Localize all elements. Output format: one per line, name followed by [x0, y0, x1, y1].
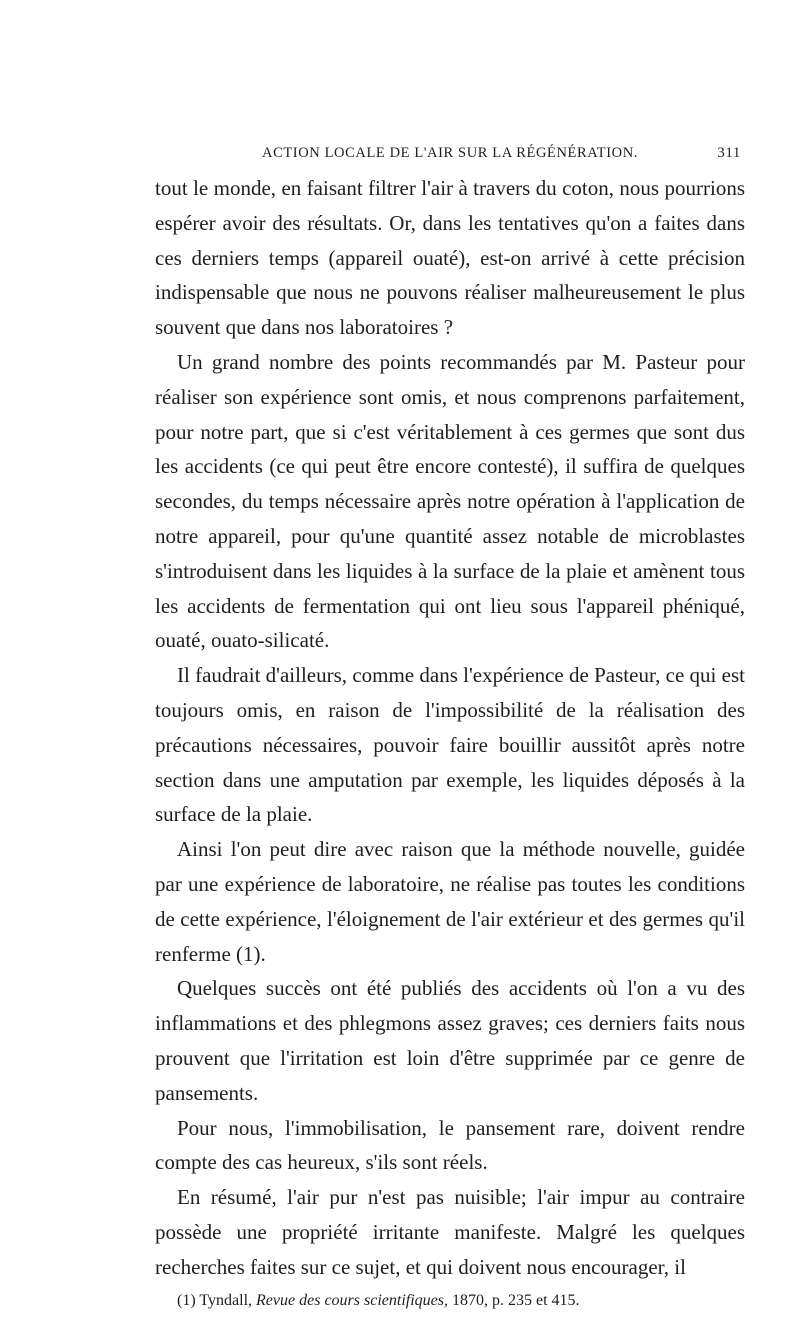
- paragraph: tout le monde, en faisant filtrer l'air à travers du coton, nous pourrions espérer avoir des résultats. Or, dans les tentatives qu'on a faites dans ces derniers temps (appareil ouaté), est-on arrivé à cette précision indispensable que nous ne pouvons réaliser malheureusement le plus souvent que dans nos laboratoires ?: [155, 176, 745, 340]
- page-number: 311: [717, 145, 741, 161]
- paragraph: Il faudrait d'ailleurs, comme dans l'expérience de Pasteur, ce qui est toujours omis, en raison de l'impossibilité de la réalisation des précautions nécessaires, pouvoir faire bouillir aussitôt après notre section dans une amputation par exemple, les liquides déposés à la surface de la plaie.: [155, 663, 745, 827]
- paragraph: Pour nous, l'immobilisation, le pansement rare, doivent rendre compte des cas heureux, s'ils sont réels.: [155, 1115, 745, 1175]
- footnote-marker: (1): [177, 1291, 196, 1309]
- running-title: ACTION LOCALE DE L'AIR SUR LA RÉGÉNÉRATION.: [262, 145, 638, 161]
- footnote: [155, 1290, 745, 1312]
- paragraph: Quelques succès ont été publiés des accidents où l'on a vu des inflammations et des phlegmons assez graves; ces derniers faits nous prouvent que l'irritation est loin d'être supprimée par ce genre de pansements.: [155, 976, 745, 1105]
- paragraph: Un grand nombre des points recommandés par M. Pasteur pour réaliser son expérience sont omis, et nous comprenons parfaitement, pour notre part, que si c'est véritablement à ces germes que sont dus les accidents (ce qui peut être encore contesté), il suffira de quelques secondes, du temps nécessaire après notre opération à l'application de notre appareil, pour qu'une quantité assez notable de microblastes s'introduisent dans les liquides à la surface de la plaie et amènent tous les accidents de fermentation qui ont lieu sous l'appareil phéniqué, ouaté, ouato-silicaté.: [155, 349, 745, 653]
- paragraph: En résumé, l'air pur n'est pas nuisible; l'air impur au contraire possède une propriété irritante manifeste. Malgré les quelques recherches faites sur ce sujet, et qui doivent nous encourager, il: [155, 1185, 745, 1279]
- footnote-details: 1870, p. 235 et 415.: [451, 1291, 580, 1309]
- running-head: [155, 145, 745, 167]
- footnote-journal: Revue des cours scientifiques,: [256, 1291, 448, 1309]
- paragraph: Ainsi l'on peut dire avec raison que la méthode nouvelle, guidée par une expérience de laboratoire, ne réalise pas toutes les conditions de cette expérience, l'éloignement de l'air extérieur et des germes qu'il renferme (1).: [155, 837, 745, 966]
- body-text: [155, 171, 745, 1285]
- footnote-author: Tyndall,: [199, 1291, 253, 1309]
